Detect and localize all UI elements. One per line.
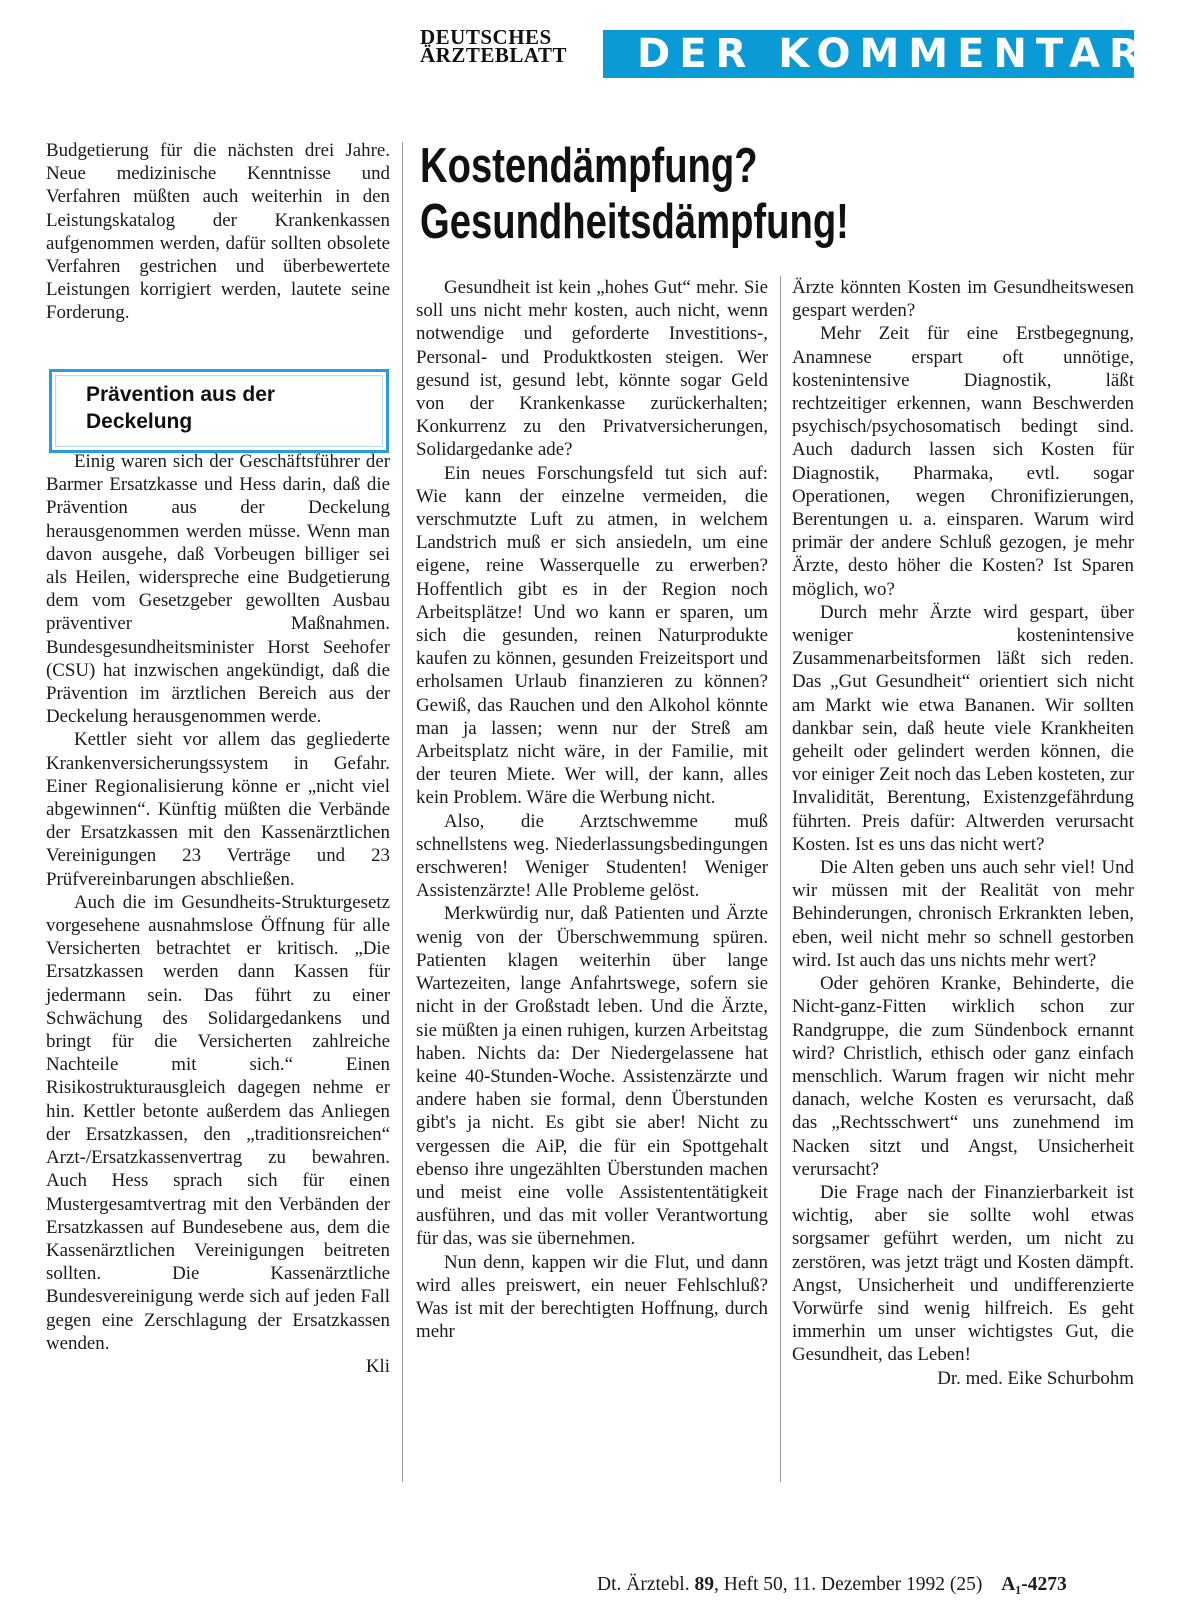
left-column	[46, 139, 390, 325]
headline-line-2: Gesundheitsdämpfung!	[420, 195, 849, 249]
footer-issue-date: , Heft 50, 11. Dezember 1992 (25)	[713, 1574, 983, 1595]
footer-page-number: A₁-4273	[1001, 1574, 1067, 1595]
article-paragraph: Mehr Zeit für eine Erstbegegnung, Anamnese erspart oft unnötige, kostenintensive Diagnostik, läßt rechtzeitiger erkennen, wann Beschwerden psychisch/psychosomatisch bedingt sind. Auch dadurch lassen sich Kosten für Diagnostik, Pharmaka, evtl. sogar Operationen, wegen Chronifizierungen, Berentungen u. a. einsparen. Warum wird primär der andere Schluß gezogen, je mehr Ärzte, desto höher die Kosten? Ist Sparen möglich, wo?	[792, 323, 1134, 600]
article-paragraph: Also, die Arztschwemme muß schnellstens weg. Niederlassungsbedingungen erschweren! Weniger Studenten! Weniger Assistenzärzte! Alle Probleme gelöst.	[416, 810, 768, 902]
article-headline	[420, 138, 982, 250]
left-paragraph: Auch die im Gesundheits-Strukturgesetz vorgesehene ausnahmslose Öffnung für alle Versicherten betrachtet er kritisch. „Die Ersatzkassen werden dann Kassen für jedermann sein. Das führt zu einer Schwächung des Solidargedankens und bringt für die Versicherten zahlreiche Nachteile mit sich.“ Einen Risikostrukturausgleich dagegen nehme er hin. Kettler betonte außerdem das Anliegen der Ersatzkassen, den „traditionsreichen“ Arzt-/Ersatzkassenvertrag zu bewahren. Auch Hess sprach sich für einen Mustergesamtvertrag mit den Verbänden der Ersatzkassen auf Bundesebene aus, dem die Kassenärztlichen Vereinigungen beitreten sollten. Die Kassenärztliche Bundesvereinigung werde sich auf jeden Fall gegen eine Zerschlagung der Ersatzkassen wenden.	[46, 891, 390, 1354]
masthead-line-2: ÄRZTEBLATT	[420, 43, 567, 67]
article-paragraph: Merkwürdig nur, daß Patienten und Ärzte wenig von der Überschwemmung spüren. Patienten klagen weiterhin über lange Wartezeiten, lange Anfahrtswege, sofern sie nicht in der Großstadt leben. Und die Ärzte, sie müßten ja einen ruhigen, kurzen Arbeitstag haben. Nichts da: Der Niedergelassene hat keine 40-Stunden-Woche. Assistenzärzte und andere haben sie formal, denn Überstunden gibt's ja nicht. Es gibt sie aber! Nicht zu vergessen die AiP, die für ein Spottgehalt ebenso ihre ungezählten Überstunden machen und meist eine volle Assistententätigkeit ausführen, und das mit voller Verantwortung für das, was sie übernehmen.	[416, 903, 768, 1250]
footer-journal: Dt. Ärztebl.	[597, 1574, 690, 1595]
subheading-box	[49, 369, 389, 453]
page-footer	[597, 1574, 1137, 1596]
article-paragraph: Die Alten geben uns auch sehr viel! Und wir müssen mit der Realität von mehr Behinderungen, chronisch Erkrankten leben, eben, weil nicht mehr so schnell gestorben wird. Ist auch das uns nichts mehr wert?	[792, 857, 1134, 971]
headline-line-1: Kostendämpfung?	[420, 139, 758, 193]
article-paragraph: Nun denn, kappen wir die Flut, und dann wird alles preiswert, ein neuer Fehlschluß? Was ist mit der berechtigten Hoffnung, durch mehr	[416, 1251, 768, 1343]
article-paragraph: Gesundheit ist kein „hohes Gut“ mehr. Sie soll uns nicht mehr kosten, auch nicht, wenn notwendige und geforderte Investitions-, Personal- und Produktkosten steigen. Wer gesund ist, gesund lebt, könnte sogar Geld von der Krankenkasse zurückerhalten; Konkurrenz zu den Privatversicherungen, Solidargedanke ade?	[416, 277, 768, 461]
left-paragraph: Kettler sieht vor allem das gegliederte Krankenversicherungssystem in Gefahr. Einer Regionalisierung könne er „nicht viel abgewinnen“. Künftig müßten die Verbände der Ersatzkassen mit den Kassenärztlichen Vereinigungen 23 Verträge und 23 Prüfvereinbarungen abschließen.	[46, 729, 390, 890]
intro-paragraph: Budgetierung für die nächsten drei Jahre. Neue medizinische Kenntnisse und Verfahren müßten auch weiterhin in den Leistungskatalog der Krankenkassen aufgenommen werden, dafür sollten obsolete Verfahren gestrichen und überbewertete Leistungen korrigiert werden, lautete seine Forderung.	[46, 140, 390, 324]
masthead-line-1: DEUTSCHES	[420, 25, 552, 49]
article-signature: Dr. med. Eike Schurbohm	[937, 1367, 1134, 1389]
middle-column	[416, 276, 768, 1343]
right-column	[792, 276, 1134, 1390]
left-paragraph: Einig waren sich der Geschäftsführer der Barmer Ersatzkasse und Hess darin, daß die Prävention aus der Deckelung herausgenommen werden müsse. Wenn man davon ausgehe, daß Vorbeugen billiger sei als Heilen, widerspreche eine Budgetierung dem vom Gesetzgeber gewollten Ausbau präventiver Maßnahmen. Bundesgesundheitsminister Horst Seehofer (CSU) hat inzwischen angekündigt, daß die Prävention im ärztlichen Bereich aus der Deckelung herausgenommen werde.	[46, 451, 390, 728]
footer-volume: 89	[694, 1574, 714, 1595]
box-heading: Prävention aus der Deckelung	[86, 383, 276, 433]
section-banner: DER KOMMENTAR	[603, 30, 1134, 78]
article-paragraph: Oder gehören Kranke, Behinderte, die Nicht-ganz-Fitten wirklich schon zur Randgruppe, die zum Sündenbock ernannt wird? Christlich, ethisch oder ganz einfach menschlich. Warum fragen wir nicht mehr danach, welche Kosten es verursacht, daß das „Rechtsschwert“ uns zunehmend im Nacken sitzt und Angst, Unsicherheit verursacht?	[792, 973, 1134, 1180]
article-paragraph: Durch mehr Ärzte wird gespart, über weniger kostenintensive Zusammenarbeitsformen läßt sich reden. Das „Gut Gesundheit“ orientiert sich nicht am Markt wie etwa Bananen. Wir sollten dankbar sein, daß heute viele Krankheiten geheilt oder gelindert werden können, die vor einiger Zeit noch das Leben kosteten, zur Invalidität, Berentung, Existenzgefährdung führten. Preis dafür: Altwerden verursacht Kosten. Ist es uns das nicht wert?	[792, 601, 1135, 855]
column-rule	[402, 142, 403, 1482]
journal-masthead	[420, 25, 567, 67]
article-paragraph: Ein neues Forschungsfeld tut sich auf: Wie kann der einzelne vermeiden, die verschmutzte Luft zu atmen, in welchem Landstrich muß er sich ansiedeln, um eine eigene, reine Wasserquelle zu erwerben? Hoffentlich gibt es in der Region noch Arbeitsplätze! Und wo kann er sparen, um sich die gesunden, reinen Naturprodukte kaufen zu können, gesunden Freizeitsport und erholsamen Urlaub finanzieren zu können? Gewiß, das Rauchen und den Alkohol könnte man ja lassen; wenn nur der Streß am Arbeitsplatz nicht wäre, in der Familie, mit der teuren Miete. Wer will, der kann, alles kein Problem. Wäre die Werbung nicht.	[416, 462, 768, 809]
article-paragraph: Ärzte könnten Kosten im Gesundheitswesen gespart werden?	[792, 277, 1134, 322]
article-paragraph: Die Frage nach der Finanzierbarkeit ist wichtig, aber sie sollte wohl etwas sorgsamer geführt werden, um nicht zu zerstören, was jetzt trägt und Kosten dämpft. Angst, Unsicherheit und undifferenzierte Vorwürfe sind wenig hilfreich. Es geht immerhin um unser wichtigstes Gut, die Gesundheit, das Leben!	[792, 1181, 1134, 1366]
author-tag: Kli	[365, 1355, 390, 1377]
left-column-body	[46, 450, 390, 1378]
column-rule	[780, 276, 781, 1482]
